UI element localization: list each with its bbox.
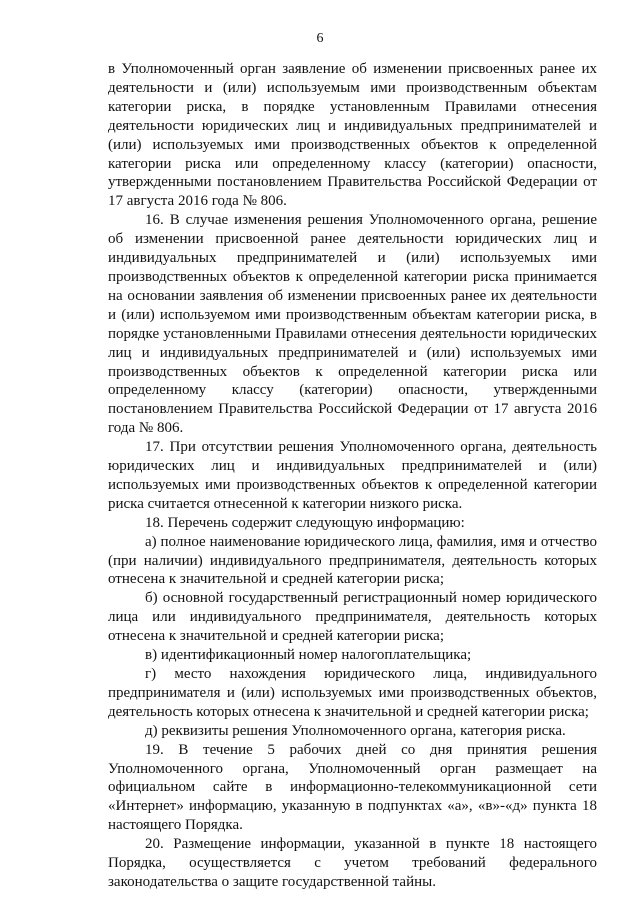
paragraph-continuation: в Уполномоченный орган заявление об изменении присвоенных ранее их деятельности и (или) используемым ими производственным объектам категории риска, в порядке установленным Правилами отнесения деятельности юридических лиц и индивидуальных предпринимателей и (или) используемых ими производственных объектов к определенной категории риска или определенному классу (категории) опасности, утвержденными постановлением Правительства Российской Федерации от 17 августа 2016 года № 806. <box>108 61 597 210</box>
paragraph-item-20: 20. Размещение информации, указанной в пункте 18 настоящего Порядка, осуществляется с учетом требований федерального законодательства о защите государственной тайны. <box>108 836 597 890</box>
paragraph-item-16: 16. В случае изменения решения Уполномоченного органа, решение об изменении присвоенной ранее деятельности юридических лиц и индивидуальных предпринимателей и (или) используемых ими производственных объектов к определенной категории риска принимается на основании заявления об изменении присвоенных ранее их деятельности и (или) используемом ими производственным объектам категории риска, в порядке установленными Правилами отнесения деятельности юридических лиц и индивидуальных предпринимателей и (или) используемых ими производственных объектов к определенной категории риска или определенному классу (категории) опасности, утвержденными постановлением Правительства Российской Федерации от 17 августа 2016 года № 806. <box>108 212 597 437</box>
paragraph-item-19: 19. В течение 5 рабочих дней со дня принятия решения Уполномоченного органа, Уполномоченный орган размещает на официальном сайте в информационно-телекоммуникационной сети «Интернет» информацию, указанную в подпунктах «а», «в»-«д» пункта 18 настоящего Порядка. <box>108 741 597 834</box>
paragraph-item-18: 18. Перечень содержит следующую информацию: <box>145 514 465 531</box>
subitem-b: б) основной государственный регистрационный номер юридического лица или индивидуального предпринимателя, деятельность которых отнесена к значительной и средней категории риска; <box>108 590 597 645</box>
subitem-g: г) место нахождения юридического лица, индивидуального предпринимателя и (или) используемых ими производственных объектов, деятельность которых отнесена к значительной и средней категории риска; <box>108 666 597 720</box>
document-body <box>108 60 597 892</box>
page-number: 6 <box>316 31 324 46</box>
paragraph-item-17: 17. При отсутствии решения Уполномоченного органа, деятельность юридических лиц и индивидуальных предпринимателей и (или) используемых ими производственных объектов к определенной категории риска считается отнесенной к категории низкого риска. <box>108 439 597 512</box>
subitem-v: в) идентификационный номер налогоплательщика; <box>145 647 472 664</box>
subitem-a: а) полное наименование юридического лица, фамилия, имя и отчество (при наличии) индивидуального предпринимателя, деятельность которых отнесена к значительной и средней категории риска; <box>108 533 597 588</box>
subitem-d: д) реквизиты решения Уполномоченного органа, категория риска. <box>145 722 566 739</box>
